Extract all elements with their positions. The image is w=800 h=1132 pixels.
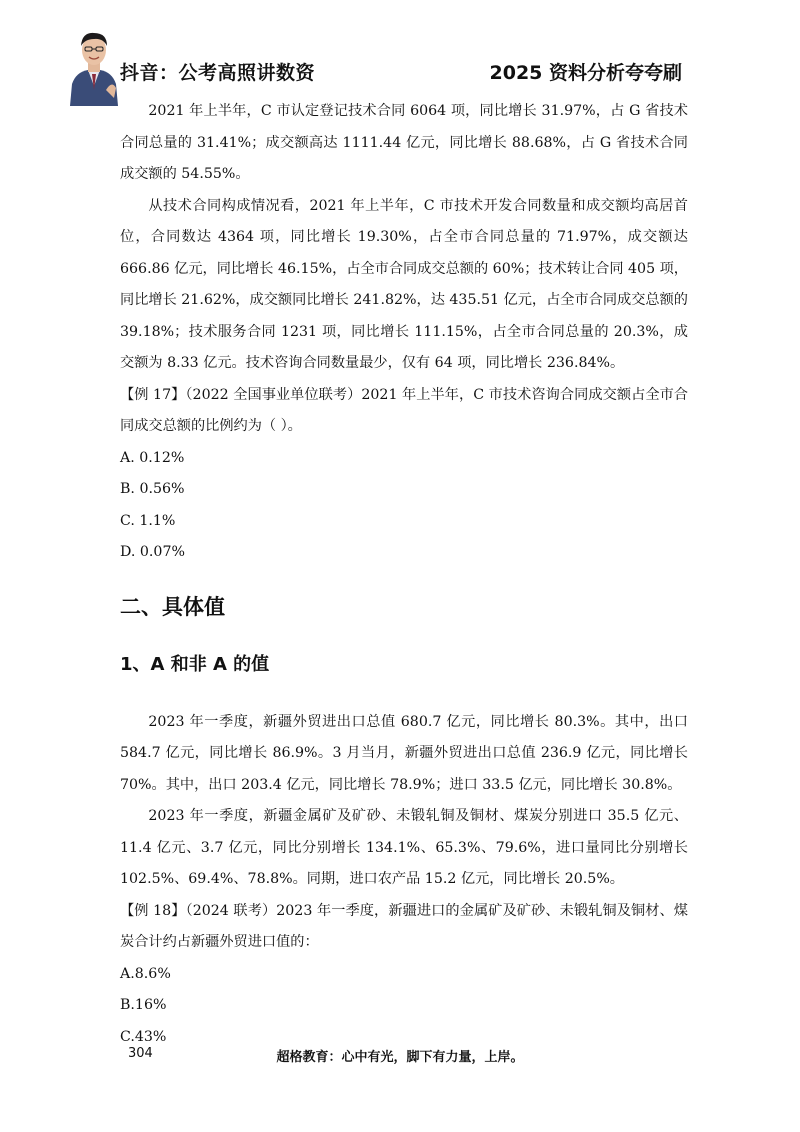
option-c: C. 1.1% (120, 512, 176, 529)
question-example-18: 【例 18】（2024 联考）2023 年一季度，新疆进口的金属矿及矿砂、未锻轧铜及铜材、煤炭合计约占新疆外贸进口值的： (120, 902, 688, 950)
option-b: B. 0.56% (120, 481, 185, 497)
paragraph-xinjiang-trade: 2023 年一季度，新疆外贸进出口总值 680.7 亿元，同比增长 80.3%。其中，出口 584.7 亿元，同比增长 86.9%。3 月当月，新疆外贸进出口总值 236.9 亿元，同比增长 70%。其中，出口 203.4 亿元，同比增长 78.9%；进口 33.5 亿元，同比增长 30.8%。 (120, 713, 688, 793)
page-content (120, 96, 688, 1053)
footer-slogan: 超格教育：心中有光，脚下有力量，上岸。 (276, 1050, 524, 1065)
option-d: D. 0.07% (120, 544, 185, 560)
option-a: A.8.6% (120, 965, 171, 982)
option-a: A. 0.12% (120, 449, 185, 466)
subsection-heading: 1、A 和非 A 的值 (120, 653, 270, 675)
section-heading: 二、具体值 (120, 594, 225, 619)
page-number: 304 (128, 1046, 153, 1061)
question-example-17: 【例 17】（2022 全国事业单位联考）2021 年上半年，C 市技术咨询合同成交额占全市合同成交总额的比例约为（ ）。 (120, 386, 688, 434)
option-c: C.43% (120, 1028, 167, 1045)
paragraph-contract-overview: 2021 年上半年，C 市认定登记技术合同 6064 项，同比增长 31.97%，占 G 省技术合同总量的 31.41%；成交额高达 1111.44 亿元，同比增长 88.68%，占 G 省技术合同成交额的 54.55%。 (120, 103, 688, 182)
header-left-title: 抖音：公考高照讲数资 (120, 62, 316, 84)
paragraph-xinjiang-imports: 2023 年一季度，新疆金属矿及矿砂、未锻轧铜及铜材、煤炭分别进口 35.5 亿元、11.4 亿元、3.7 亿元，同比分别增长 134.1%、65.3%、79.6%，进口量同比分别增长 102.5%、69.4%、78.8%。同期，进口农产品 15.2 亿元，同比增长 20.5%。 (120, 808, 688, 887)
header-right-title: 2025 资料分析夸夸刷 (489, 62, 682, 84)
paragraph-contract-composition: 从技术合同构成情况看，2021 年上半年，C 市技术开发合同数量和成交额均高居首位，合同数达 4364 项，同比增长 19.30%，占全市合同总量的 71.97%，成交额达 666.86 亿元，同比增长 46.15%，占全市合同成交总额的 60%；技术转让合同 405 项，同比增长 21.62%，成交额同比增长 241.82%，达 435.51 亿元，占全市合同成交总额的 39.18%；技术服务合同 1231 项，同比增长 111.15%，占全市合同总量的 20.3%，成交额为 8.33 亿元。技术咨询合同数量最少，仅有 64 项，同比增长 236.84%。 (120, 197, 688, 371)
person-avatar-icon (66, 28, 122, 106)
option-b: B.16% (120, 997, 167, 1013)
page-header (0, 0, 800, 110)
